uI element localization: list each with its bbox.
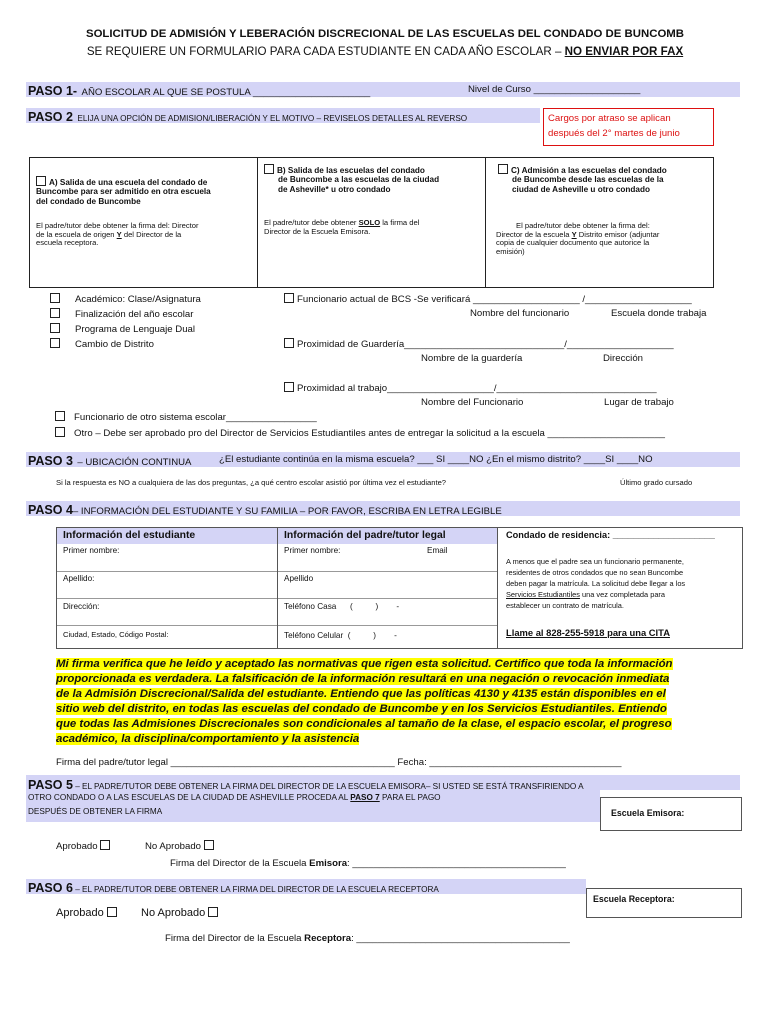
late-fee-note — [543, 108, 714, 146]
trabajo-sub-nombre: Nombre del Funcionario — [421, 397, 524, 408]
option-a-body-2: de la escuela de origen — [36, 229, 115, 239]
paso6-approved-checkbox[interactable] — [107, 907, 117, 917]
option-c-body-4: copia de cualquier documento que autorice la — [496, 238, 650, 248]
option-b-title-1: B) Salida de las escuelas del condado — [277, 166, 425, 175]
county-note-4: una vez completada para — [579, 590, 665, 599]
reason-cambio-distrito-checkbox[interactable] — [50, 338, 60, 348]
nivel-de-curso-field[interactable]: Nivel de Curso ____________________ — [468, 84, 641, 95]
paso5-firma-pre: Firma del Director de la Escuela — [170, 858, 310, 869]
parent-last-name-field[interactable] — [278, 571, 498, 599]
option-a-body-4: escuela receptora. — [36, 238, 99, 248]
reason-otro[interactable] — [55, 427, 665, 439]
option-b-body-2: la firma del — [382, 218, 420, 227]
option-b-box[interactable] — [257, 157, 487, 288]
trabajo-sub-lugar: Lugar de trabajo — [604, 397, 674, 408]
reason-bcs-checkbox[interactable] — [284, 293, 294, 303]
option-a-box[interactable] — [29, 157, 259, 288]
statement-line-6: académico, la disciplina/comportamiento y la asistencia — [56, 733, 360, 745]
certification-statement — [56, 657, 752, 747]
county-box — [497, 527, 743, 649]
paso5-approved-checkbox[interactable] — [100, 840, 110, 850]
parent-home-phone-field[interactable] — [278, 598, 498, 626]
parent-last-name-label: Apellido — [284, 574, 314, 583]
reason-bcs-label: Funcionario actual de BCS -Se verificará ____________________ /____________________ — [297, 294, 692, 305]
option-c-body-3: Distrito emisor (adjuntar — [578, 229, 660, 239]
guarderia-sub-nombre: Nombre de la guardería — [421, 353, 523, 364]
county-of-residence-field[interactable]: Condado de residencia: ____________________ — [506, 530, 715, 540]
statement-line-4: sitio web del distrito, en todas las escuelas del condado de Buncombe y en los Servicios Estudiantiles. Entiendo — [56, 703, 667, 715]
paso5-line2a: OTRO CONDADO O A LAS ESCUELAS DE LA CIUDAD DE ASHEVILLE PROCEDA AL — [28, 793, 351, 802]
option-a-checkbox[interactable] — [36, 176, 46, 186]
option-a-body-1: El padre/tutor debe obtener la firma del: Director — [36, 221, 199, 230]
paso6-label: PASO 6 — [28, 881, 73, 895]
receiving-director-signature[interactable] — [165, 933, 570, 944]
paso3-label: PASO 3 — [28, 454, 73, 468]
statement-line-2: proporcionada es verdadera. La falsificación de la información resultará en una negación o revocación inmediata — [56, 673, 670, 685]
reason-academico-checkbox[interactable] — [50, 293, 60, 303]
reason-otro-sistema[interactable] — [55, 411, 317, 423]
paso6-not-approved-label: No Aprobado — [141, 907, 206, 919]
paso3-grade: Último grado cursado — [620, 478, 693, 487]
paso3-text: – UBICACIÓN CONTINUA — [77, 457, 192, 468]
option-b-title-3: de Asheville* u otro condado — [278, 184, 391, 194]
reason-guarderia-checkbox[interactable] — [284, 338, 294, 348]
student-city-field[interactable] — [57, 625, 277, 648]
option-b-body — [264, 219, 419, 236]
option-c-title-3: ciudad de Asheville u otro condado — [512, 184, 650, 194]
student-address-label: Dirección: — [63, 602, 100, 611]
late-fee-line1: Cargos por atraso se aplican — [548, 113, 671, 124]
paso5-approved-label: Aprobado — [56, 841, 98, 852]
option-c-title-2: de Buncombe desde las escuelas de la — [512, 175, 664, 185]
reason-finalizacion[interactable] — [50, 308, 193, 320]
paso4-label: PASO 4 — [28, 503, 73, 517]
reason-otro-sistema-checkbox[interactable] — [55, 411, 65, 421]
reason-finalizacion-label: Finalización del año escolar — [75, 309, 194, 320]
paso3-question[interactable]: ¿El estudiante continúa en la misma escuela? ___ SI ____NO ¿En el mismo distrito? ____SI ____NO — [219, 454, 653, 465]
option-c-body-2: Director de la escuela — [496, 229, 570, 239]
reason-finalizacion-checkbox[interactable] — [50, 308, 60, 318]
option-c-title — [498, 164, 667, 194]
appointment-phone: Llame al 828-255-5918 para una CITA — [506, 627, 670, 638]
paso2-text: ELIJA UNA OPCIÓN DE ADMISION/LIBERACIÓN Y EL MOTIVO – REVISELOS DETALLES AL REVERSO — [77, 114, 468, 123]
receiving-school-label: Escuela Receptora: — [593, 894, 675, 904]
county-note — [506, 556, 685, 611]
option-c-title-1: C) Admisión a las escuelas del condado — [511, 166, 667, 175]
page-subtitle — [0, 45, 770, 58]
reason-bcs[interactable] — [284, 293, 692, 305]
reason-cambio-distrito[interactable] — [50, 338, 154, 350]
paso6-row — [28, 879, 439, 897]
paso5-label: PASO 5 — [28, 778, 73, 792]
paso6-approved-label: Aprobado — [56, 907, 104, 919]
statement-line-5: que todas las Admisiones Discrecionales son condicionales al tamaño de la clase, el espacio escolar, el progreso — [56, 718, 672, 730]
parent-cell-phone-label: Teléfono Celular ( ) - — [284, 631, 397, 640]
paso6-approved[interactable] — [56, 907, 120, 920]
option-c-body-5: emisión) — [496, 247, 525, 257]
paso5-step7: PASO 7 — [350, 793, 380, 802]
paso6-firma-bold: Receptora — [304, 933, 352, 944]
student-last-name-field[interactable] — [57, 571, 277, 599]
county-note-3: deben pagar la matrícula. La solicitud debe llegar a los — [506, 579, 686, 588]
reason-lenguaje-dual[interactable] — [50, 323, 195, 335]
page-title: SOLICITUD DE ADMISIÓN Y LEBERACIÓN DISCRECIONAL DE LAS ESCUELAS DEL CONDADO DE BUNCOMB — [85, 28, 685, 40]
paso1-text: AÑO ESCOLAR AL QUE SE POSTULA ______________________ — [81, 87, 371, 98]
reason-academico-label: Académico: Clase/Asignatura — [75, 294, 201, 305]
county-note-1: A menos que el padre sea un funcionario permanente, — [506, 557, 684, 566]
option-a-body-3: del Director de la — [123, 229, 182, 239]
option-a-title — [36, 176, 211, 206]
option-c-body — [496, 222, 659, 257]
paso3-sub-question: Si la respuesta es NO a cualquiera de las dos preguntas, ¿a qué centro escolar asistió por última vez el estudiante? — [56, 478, 447, 487]
paso5-line1: – EL PADRE/TUTOR DEBE OBTENER LA FIRMA DEL DIRECTOR DE LA ESCUELA EMISORA– SI USTED SE ESTÁ TRANSFIRIENDO A — [72, 782, 584, 791]
student-first-name-label: Primer nombre: — [63, 546, 120, 555]
reason-cambio-distrito-label: Cambio de Distrito — [75, 339, 154, 350]
paso5-line2c: PARA EL PAGO — [379, 793, 441, 802]
paso5-firma-bold: Emisora — [309, 858, 348, 869]
option-b-checkbox[interactable] — [264, 164, 274, 174]
paso6-line1: – EL PADRE/TUTOR DEBE OBTENER LA FIRMA DEL DIRECTOR DE LA ESCUELA RECEPTORA — [72, 885, 439, 894]
reason-guarderia[interactable] — [284, 338, 674, 350]
paso2-label: PASO 2 — [28, 110, 73, 124]
county-note-5: establecer un contrato de matrícula. — [506, 601, 624, 610]
reason-academico[interactable] — [50, 293, 201, 305]
sending-school-label: Escuela Emisora: — [611, 808, 685, 818]
reason-trabajo-checkbox[interactable] — [284, 382, 294, 392]
option-b-title-2: de Buncombe a las escuelas de la ciudad — [278, 175, 440, 185]
paso5-approved[interactable] — [56, 840, 113, 852]
sending-school-box[interactable] — [600, 797, 742, 831]
bcs-sub-escuela: Escuela donde trabaja — [611, 308, 707, 319]
paso5-row — [28, 776, 584, 794]
reason-trabajo-label: Proximidad al trabajo____________________/______________________________ — [297, 383, 657, 394]
option-c-checkbox[interactable] — [498, 164, 508, 174]
reason-lenguaje-dual-checkbox[interactable] — [50, 323, 60, 333]
option-c-box[interactable] — [485, 157, 714, 288]
student-city-label: Ciudad, Estado, Código Postal: — [63, 630, 169, 639]
option-a-title-3: del condado de Buncombe — [36, 196, 141, 206]
reason-trabajo[interactable] — [284, 382, 657, 394]
student-first-name-field[interactable] — [57, 544, 277, 572]
county-note-link: Servicios Estudiantiles — [506, 590, 580, 599]
option-a-body-y: Y — [116, 229, 122, 239]
paso2-row — [28, 108, 467, 126]
option-a-title-2: Buncombe para ser admitido en otra escuela — [36, 187, 211, 197]
option-c-body-y: Y — [571, 229, 577, 239]
paso5-not-approved-label: No Aprobado — [145, 841, 202, 852]
parent-home-phone-label: Teléfono Casa ( ) - — [284, 602, 400, 611]
parent-first-name-label: Primer nombre: — [284, 546, 341, 555]
paso6-firma-pre: Firma del Director de la Escuela — [165, 933, 305, 944]
paso1-row — [28, 82, 370, 100]
parent-first-name-field[interactable] — [278, 544, 498, 572]
option-b-body-3: Director de la Escuela Emisora. — [264, 226, 371, 236]
reason-otro-sistema-label: Funcionario de otro sistema escolar_________________ — [74, 412, 317, 423]
parent-signature-field[interactable]: Firma del padre/tutor legal __________________________________________ Fecha: ____________________________________ — [56, 757, 622, 768]
paso6-firma-post: : ________________________________________ — [351, 933, 570, 944]
info-table — [56, 527, 499, 649]
paso4-row — [28, 501, 502, 519]
county-note-2: residentes de otros condados que no sean Buncombe — [506, 568, 684, 577]
statement-line-1: Mi firma verifica que he leído y aceptado las normativas que rigen esta solicitud. Certifico que toda la información — [56, 658, 673, 670]
paso5-not-approved[interactable] — [145, 840, 217, 852]
paso5-firma-post: : ________________________________________ — [347, 858, 566, 869]
paso5-line3: DESPUÉS DE OBTENER LA FIRMA — [28, 807, 163, 816]
paso1-label: PASO 1- — [28, 84, 78, 98]
reason-lenguaje-dual-label: Programa de Lenguaje Dual — [75, 324, 196, 335]
paso6-not-approved[interactable] — [141, 907, 221, 920]
bcs-sub-nombre: Nombre del funcionario — [470, 308, 570, 319]
student-address-field[interactable] — [57, 598, 277, 626]
paso3-row — [28, 452, 191, 470]
no-fax-warning: NO ENVIAR POR FAX — [564, 45, 684, 58]
parent-email-label: Email — [427, 546, 448, 555]
reason-otro-label: Otro – Debe ser aprobado pro del Director de Servicios Estudiantiles antes de entregar la solicitud a la escuela ______________________ — [74, 428, 665, 439]
parent-cell-phone-field[interactable] — [278, 625, 498, 648]
subtitle-text: SE REQUIERE UN FORMULARIO PARA CADA ESTUDIANTE EN CADA AÑO ESCOLAR – — [86, 45, 565, 58]
option-b-body-solo: SOLO — [358, 218, 381, 227]
statement-line-3: de la Admisión Discrecional/Salida del estudiante. Entiendo que las políticas 4130 y 4135 están disponibles en el — [56, 688, 666, 700]
sending-director-signature[interactable] — [170, 858, 566, 869]
student-last-name-label: Apellido: — [63, 574, 95, 583]
option-b-title — [264, 164, 439, 194]
paso5-not-approved-checkbox[interactable] — [204, 840, 214, 850]
reason-guarderia-label: Proximidad de Guardería______________________________/____________________ — [297, 339, 674, 350]
guarderia-sub-direccion: Dirección — [603, 353, 643, 364]
option-a-body — [36, 222, 199, 248]
late-fee-line2: después del 2° martes de junio — [548, 128, 680, 139]
reason-otro-checkbox[interactable] — [55, 427, 65, 437]
option-a-title-1: A) Salida de una escuela del condado de — [49, 178, 208, 187]
student-info-heading: Información del estudiante — [63, 530, 196, 541]
paso5-line2 — [28, 793, 441, 802]
paso4-text: – INFORMACIÓN DEL ESTUDIANTE Y SU FAMILIA – POR FAVOR, ESCRIBA EN LETRA LEGIBLE — [72, 506, 502, 517]
option-b-body-1: El padre/tutor debe obtener — [264, 218, 357, 227]
option-c-body-1: El padre/tutor debe obtener la firma del: — [516, 221, 650, 230]
paso6-not-approved-checkbox[interactable] — [208, 907, 218, 917]
receiving-school-box[interactable] — [586, 888, 742, 918]
parent-info-heading: Información del padre/tutor legal — [284, 530, 446, 541]
